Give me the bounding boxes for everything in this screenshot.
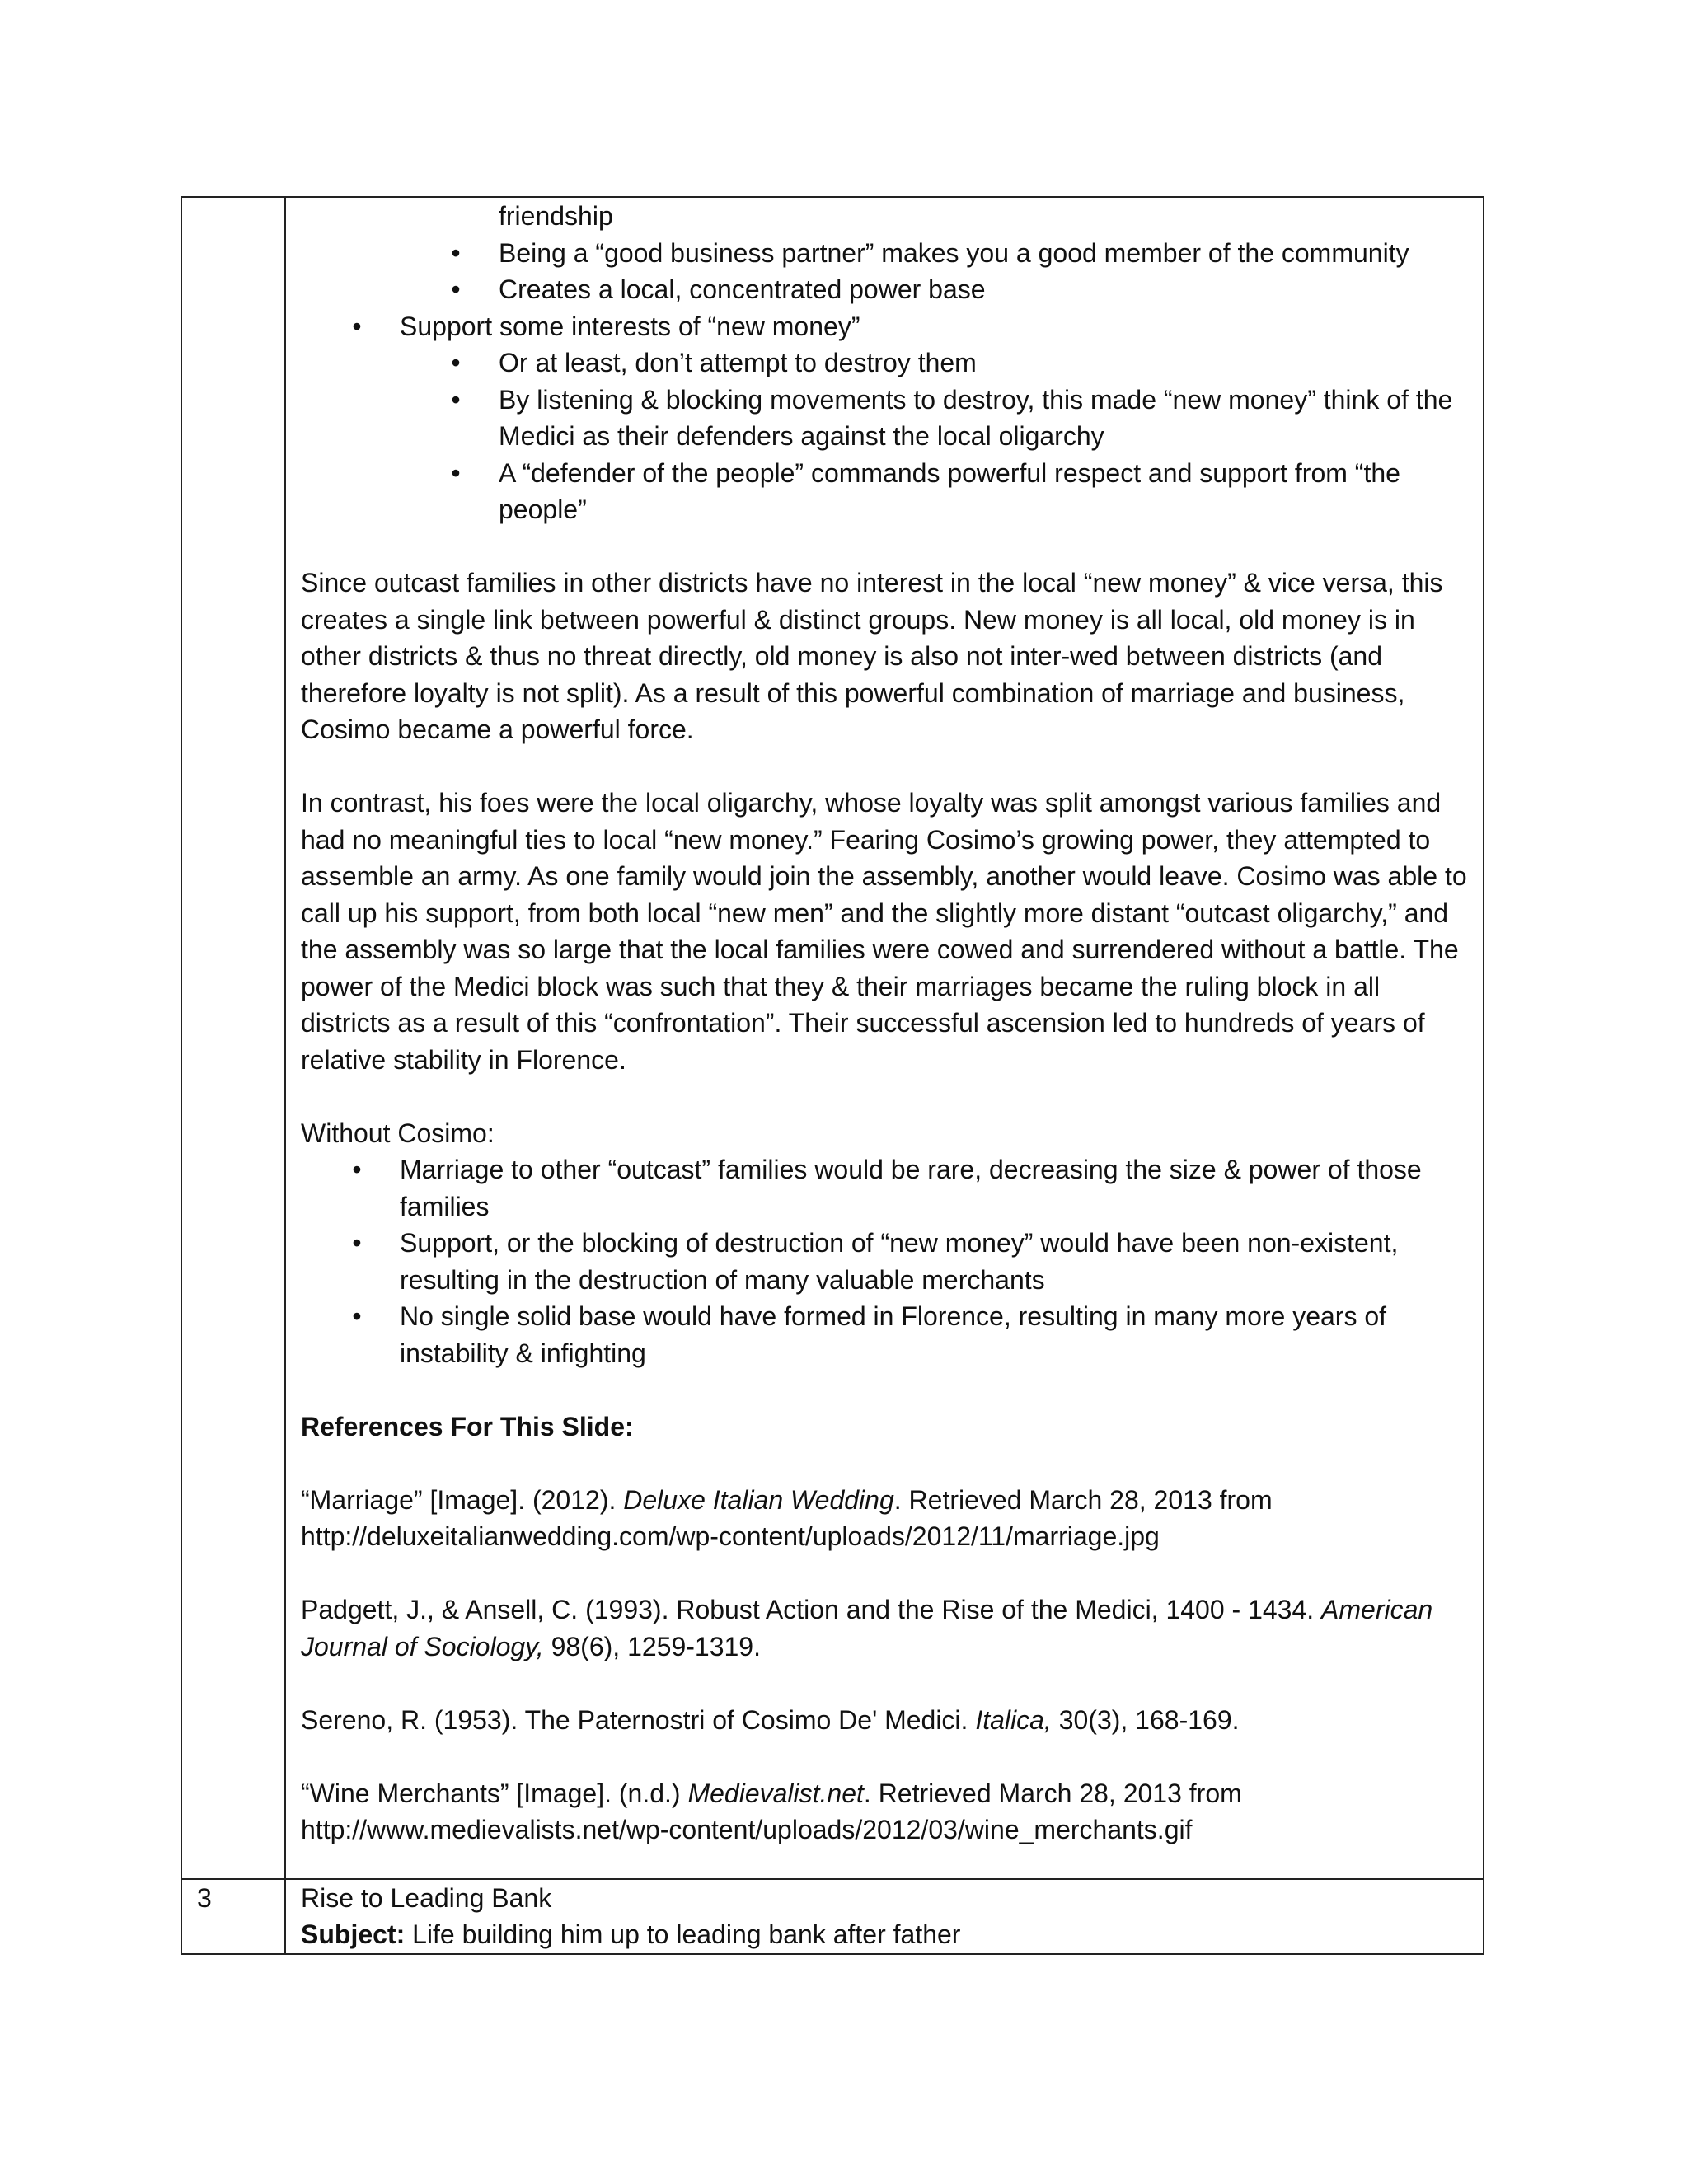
- slide-number-cell: [181, 1879, 285, 1954]
- list-item: • Support some interests of “new money”: [352, 311, 860, 341]
- list-item: • Or at least, don’t attempt to destroy them: [451, 348, 977, 377]
- without-cosimo-list: [301, 1151, 1468, 1371]
- list-item: • Creates a local, concentrated power base: [451, 274, 986, 304]
- continued-text: friendship: [499, 201, 613, 231]
- slide-subject: [301, 1916, 1468, 1953]
- bullet-list-b-sub: [301, 344, 1468, 528]
- reference-padgett: Padgett, J., & Ansell, C. (1993). Robust Action and the Rise of the Medici, 1400 - 1434. American Journal of Sociology, 98(6), 1259-1319.: [301, 1595, 1433, 1661]
- slide-content-cell: [285, 197, 1484, 1879]
- slide-title: Rise to Leading Bank: [301, 1882, 552, 1913]
- bullet-list-b: [301, 308, 1468, 345]
- slide-content-cell: [285, 1879, 1484, 1954]
- without-cosimo-heading: Without Cosimo:: [301, 1118, 495, 1148]
- spacer: [301, 1371, 1468, 1408]
- slide-notes-table: [181, 196, 1484, 1955]
- reference-sereno: Sereno, R. (1953). The Paternostri of Cosimo De' Medici. Italica, 30(3), 168-169.: [301, 1704, 1240, 1735]
- subject-text: Life building him up to leading bank after father: [405, 1919, 961, 1949]
- slide-number-cell: [181, 197, 285, 1879]
- bullet-list-a: [301, 235, 1468, 308]
- list-item: • Being a “good business partner” makes you a good member of the community: [451, 237, 1409, 268]
- reference-wine-merchants: “Wine Merchants” [Image]. (n.d.) Medievalist.net. Retrieved March 28, 2013 from http://www.medievalists.net/wp-content/uploads/2012/03/wine_merchants.gif: [301, 1778, 1242, 1844]
- list-item: • Marriage to other “outcast” families would be rare, decreasing the size & power of those families: [352, 1155, 1422, 1221]
- references-heading: References For This Slide:: [301, 1411, 634, 1441]
- list-item: • Support, or the blocking of destruction of “new money” would have been non-existent, resulting in the destruction of many valuable merchants: [352, 1228, 1399, 1295]
- spacer: [301, 528, 1468, 565]
- paragraph-outcast-families: Since outcast families in other districts have no interest in the local “new money” & vice versa, this creates a single link between powerful & distinct groups. New money is all local, old money is in other districts & thus no threat directly, old money is also not inter-wed between districts (and therefore loyalty is not split). As a result of this powerful combination of marriage and business, Cosimo became a powerful force.: [301, 568, 1443, 744]
- reference-marriage: “Marriage” [Image]. (2012). Deluxe Italian Wedding. Retrieved March 28, 2013 from http://deluxeitalianwedding.com/wp-content/uploads/2012/11/marriage.jpg: [301, 1484, 1273, 1551]
- table-row: [181, 197, 1484, 1879]
- slide-number: 3: [197, 1882, 212, 1913]
- paragraph-foes: In contrast, his foes were the local oligarchy, whose loyalty was split amongst various families and had no meaningful ties to local “new money.” Fearing Cosimo’s growing power, they attempted to assemble an army. As one family would join the assembly, another would leave. Cosimo was able to call up his support, from both local “new men” and the slightly more distant “outcast oligarchy,” and the assembly was so large that the local families were cowed and surrendered without a battle. The power of the Medici block was such that they & their marriages became the ruling block in all districts as a result of this “confrontation”. Their successful ascension led to hundreds of years of relative stability in Florence.: [301, 788, 1467, 1075]
- list-item: • No single solid base would have formed in Florence, resulting in many more years of instability & infighting: [352, 1301, 1387, 1368]
- subject-label: Subject:: [301, 1919, 406, 1949]
- table-row: [181, 1879, 1484, 1954]
- list-item: • By listening & blocking movements to destroy, this made “new money” think of the Medici as their defenders against the local oligarchy: [451, 384, 1453, 451]
- list-item: • A “defender of the people” commands powerful respect and support from “the people”: [451, 457, 1400, 524]
